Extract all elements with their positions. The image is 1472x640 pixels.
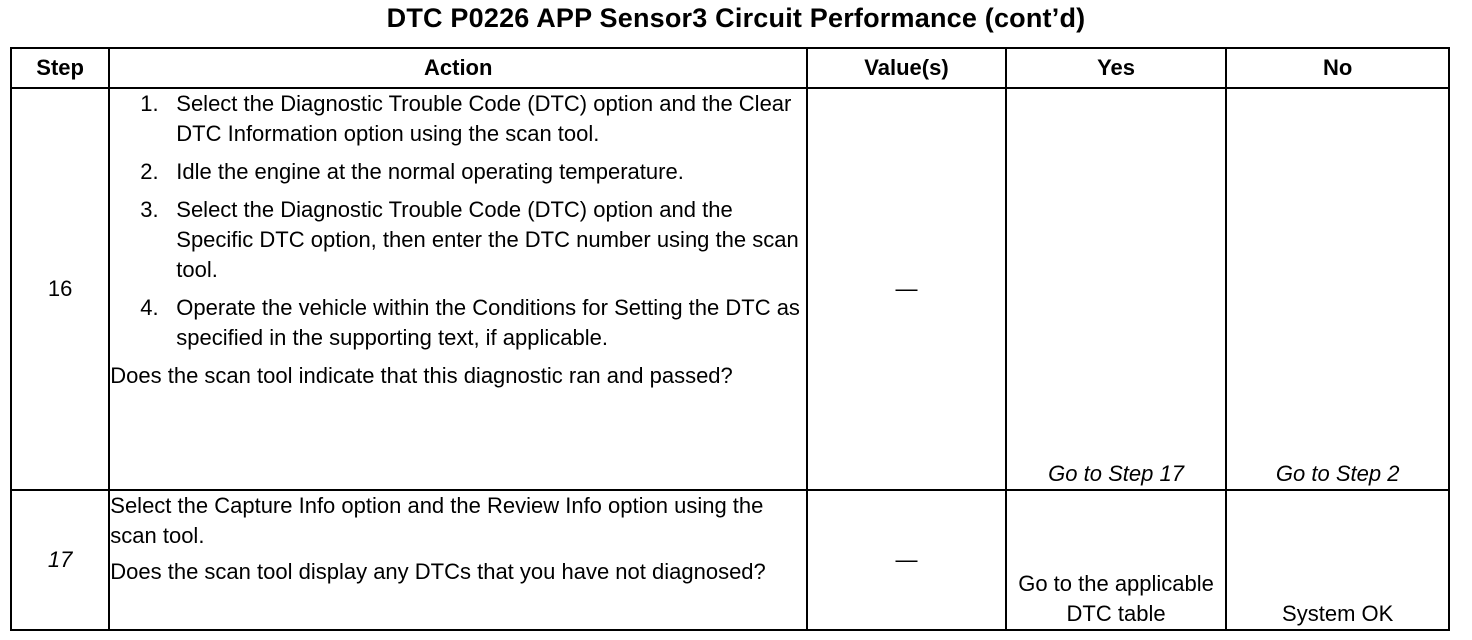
action-step: 4. Operate the vehicle within the Conditions for Setting the DTC as specified in the supporting text, if applicable. [140, 295, 800, 350]
table-row [11, 88, 1449, 490]
action-question: Does the scan tool display any DTCs that you have not diagnosed? [110, 559, 766, 584]
step-number: 17 [11, 490, 109, 630]
header-values: Value(s) [807, 48, 1006, 88]
action-step: 2. Idle the engine at the normal operating temperature. [140, 159, 684, 184]
header-no: No [1226, 48, 1449, 88]
action-step: 3. Select the Diagnostic Trouble Code (DTC) option and the Specific DTC option, then enter the DTC number using the scan tool. [140, 197, 799, 282]
action-cell [109, 490, 807, 630]
step-number: 16 [11, 88, 109, 490]
header-yes: Yes [1006, 48, 1227, 88]
action-question: Does the scan tool indicate that this diagnostic ran and passed? [110, 363, 733, 388]
no-cell: Go to Step 2 [1226, 88, 1449, 490]
table-row [11, 490, 1449, 630]
diagnostic-table [10, 47, 1450, 631]
no-cell: System OK [1226, 490, 1449, 630]
action-steps-list [110, 89, 806, 353]
action-step: 1. Select the Diagnostic Trouble Code (DTC) option and the Clear DTC Information option using the scan tool. [140, 91, 792, 146]
values-cell: — [807, 490, 1006, 630]
table-header-row [11, 48, 1449, 88]
values-cell: — [807, 88, 1006, 490]
header-step: Step [11, 48, 109, 88]
action-cell [109, 88, 807, 490]
yes-cell: Go to the applicable DTC table [1006, 490, 1227, 630]
action-text: Select the Capture Info option and the Review Info option using the scan tool. [110, 493, 764, 548]
header-action: Action [109, 48, 807, 88]
yes-cell: Go to Step 17 [1006, 88, 1227, 490]
page-title: DTC P0226 APP Sensor3 Circuit Performance (cont’d) [386, 3, 1086, 33]
